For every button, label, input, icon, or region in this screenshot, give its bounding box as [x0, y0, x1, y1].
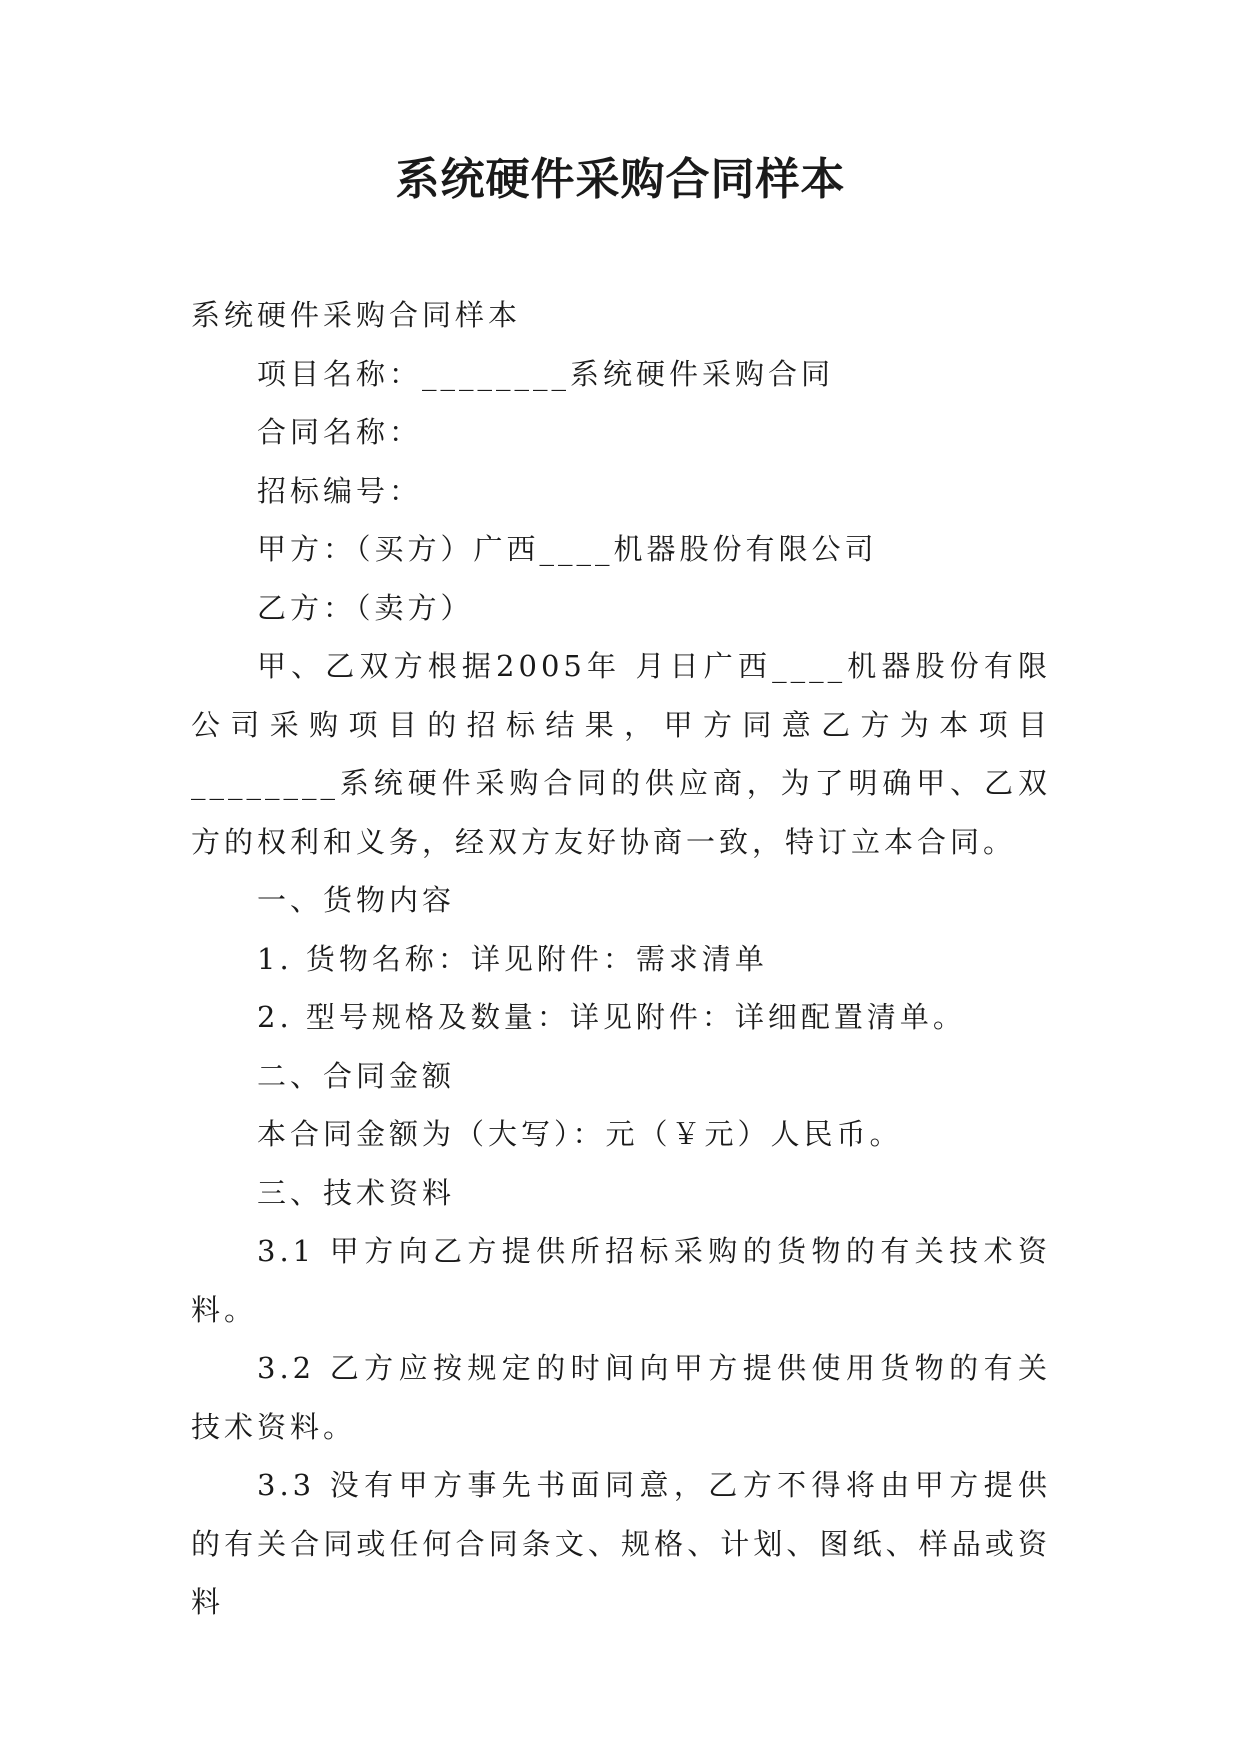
clause-3-1: 3.1 甲方向乙方提供所招标采购的货物的有关技术资料。 [191, 1234, 1051, 1327]
paragraph-contract-name: 合同名称： [257, 415, 423, 449]
paragraph-goods-spec: 2. 型号规格及数量：详见附件：详细配置清单。 [257, 1000, 966, 1034]
paragraph-party-a: 甲方：（买方）广西____机器股份有限公司 [257, 532, 878, 566]
paragraph-preamble: 甲、乙双方根据2005年 月日广西____机器股份有限公司采购项目的招标结果，甲方同意乙方为本项目________系统硬件采购合同的供应商，为了明确甲、乙双方的权利和义务，经双方友好协商一致，特订立本合同。 [191, 649, 1051, 859]
paragraph-heading: 系统硬件采购合同样本 [191, 298, 522, 332]
paragraph-project-name: 项目名称：________系统硬件采购合同 [257, 356, 835, 391]
paragraph-goods-name: 1. 货物名称：详见附件：需求清单 [257, 941, 768, 976]
clause-3-3: 3.3 没有甲方事先书面同意，乙方不得将由甲方提供的有关合同或任何合同条文、规格、计划、图纸、样品或资料 [191, 1468, 1051, 1619]
section-heading-amount: 二、合同金额 [257, 1058, 456, 1093]
paragraph-party-b: 乙方：（卖方） [257, 590, 474, 625]
paragraph-amount: 本合同金额为（大写）：元（￥元）人民币。 [257, 1117, 903, 1151]
clause-3-2: 3.2 乙方应按规定的时间向甲方提供使用货物的有关技术资料。 [191, 1351, 1051, 1444]
document-title: 系统硬件采购合同样本 [395, 154, 846, 205]
document-body [191, 286, 1051, 1632]
section-heading-goods: 一、货物内容 [257, 883, 456, 917]
paragraph-bid-number: 招标编号： [257, 473, 423, 508]
section-heading-tech-docs: 三、技术资料 [257, 1175, 456, 1210]
